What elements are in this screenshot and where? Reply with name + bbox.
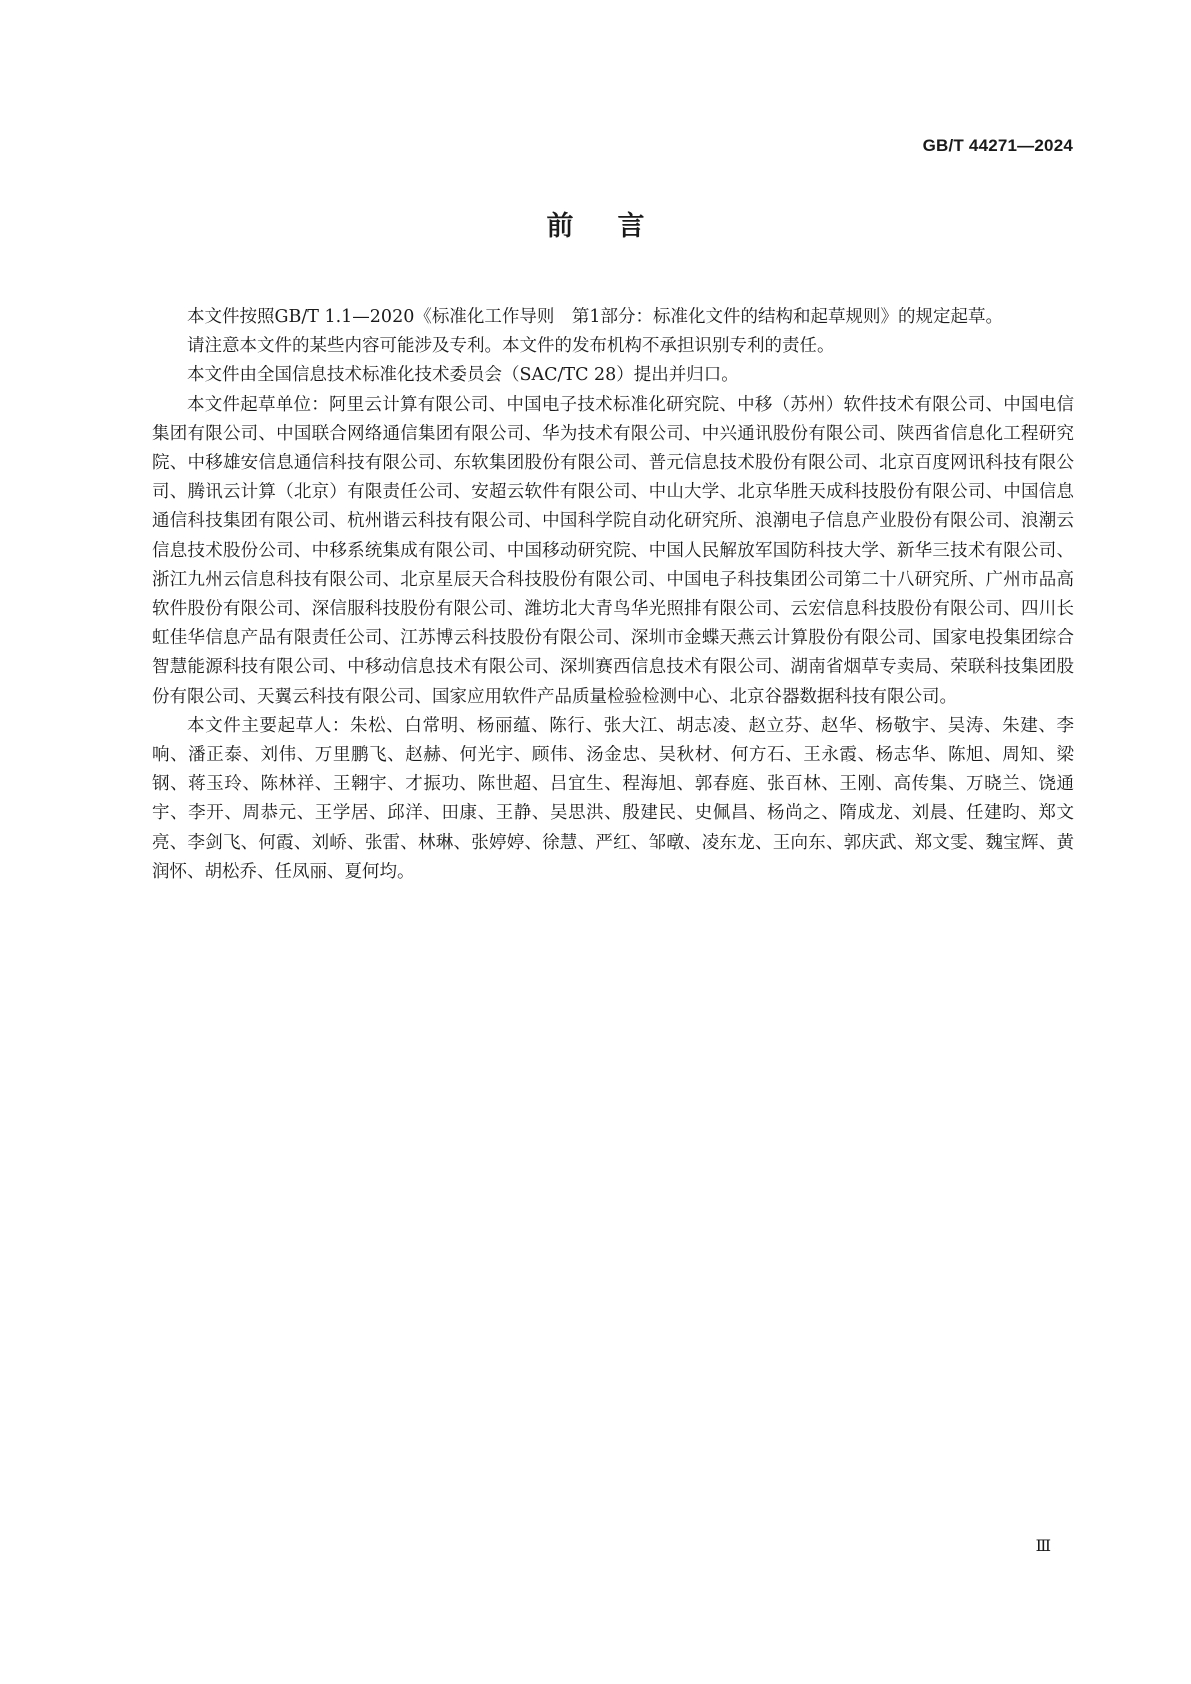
page-number: Ⅲ [1035,1536,1051,1555]
paragraph-drafting-rules: 本文件按照GB/T 1.1—2020《标准化工作导则 第1部分：标准化文件的结构和起草规则》的规定起草。 [187,307,1003,327]
document-body [152,303,1074,887]
paragraph-patent-notice: 请注意本文件的某些内容可能涉及专利。本文件的发布机构不承担识别专利的责任。 [187,336,835,357]
paragraph-drafting-units: 本文件起草单位：阿里云计算有限公司、中国电子技术标准化研究院、中移（苏州）软件技术有限公司、中国电信集团有限公司、中国联合网络通信集团有限公司、华为技术有限公司、中兴通讯股份有限公司、陕西省信息化工程研究院、中移雄安信息通信科技有限公司、东软集团股份有限公司、普元信息技术股份有限公司、北京百度网讯科技有限公司、腾讯云计算（北京）有限责任公司、安超云软件有限公司、中山大学、北京华胜天成科技股份有限公司、中国信息通信科技集团有限公司、杭州谐云科技有限公司、中国科学院自动化研究所、浪潮电子信息产业股份有限公司、浪潮云信息技术股份公司、中移系统集成有限公司、中国移动研究院、中国人民解放军国防科技大学、新华三技术有限公司、浙江九州云信息科技有限公司、北京星辰天合科技股份有限公司、中国电子科技集团公司第二十八研究所、广州市品高软件股份有限公司、深信服科技股份有限公司、潍坊北大青鸟华光照排有限公司、云宏信息科技股份有限公司、四川长虹佳华信息产品有限责任公司、江苏博云科技股份有限公司、深圳市金蝶天燕云计算股份有限公司、国家电投集团综合智慧能源科技有限公司、中移动信息技术有限公司、深圳赛西信息技术有限公司、湖南省烟草专卖局、荣联科技集团股份有限公司、天翼云科技有限公司、国家应用软件产品质量检验检测中心、北京谷器数据科技有限公司。 [152,394,1074,707]
paragraph-drafters: 本文件主要起草人：朱松、白常明、杨丽蕴、陈行、张大江、胡志凌、赵立芬、赵华、杨敬宇、吴涛、朱建、李响、潘正泰、刘伟、万里鹏飞、赵赫、何光宇、顾伟、汤金忠、吴秋材、何方石、王永霞、杨志华、陈旭、周知、梁钢、蒋玉玲、陈林祥、王翱宇、才振功、陈世超、吕宜生、程海旭、郭春庭、张百林、王刚、高传集、万晓兰、饶通宇、李开、周恭元、王学居、邱洋、田康、王静、吴思洪、殷建民、史佩昌、杨尚之、隋成龙、刘晨、任建昀、郑文亮、李剑飞、何霞、刘峤、张雷、林琳、张婷婷、徐慧、严红、邹暾、凌东龙、王向东、郭庆武、郑文雯、魏宝辉、黄润怀、胡松乔、任凤丽、夏何均。 [152,715,1074,882]
paragraph-proposer: 本文件由全国信息技术标准化技术委员会（SAC/TC 28）提出并归口。 [187,365,739,386]
page-title: 前言 [546,211,689,242]
standard-number: GB/T 44271—2024 [922,136,1073,155]
